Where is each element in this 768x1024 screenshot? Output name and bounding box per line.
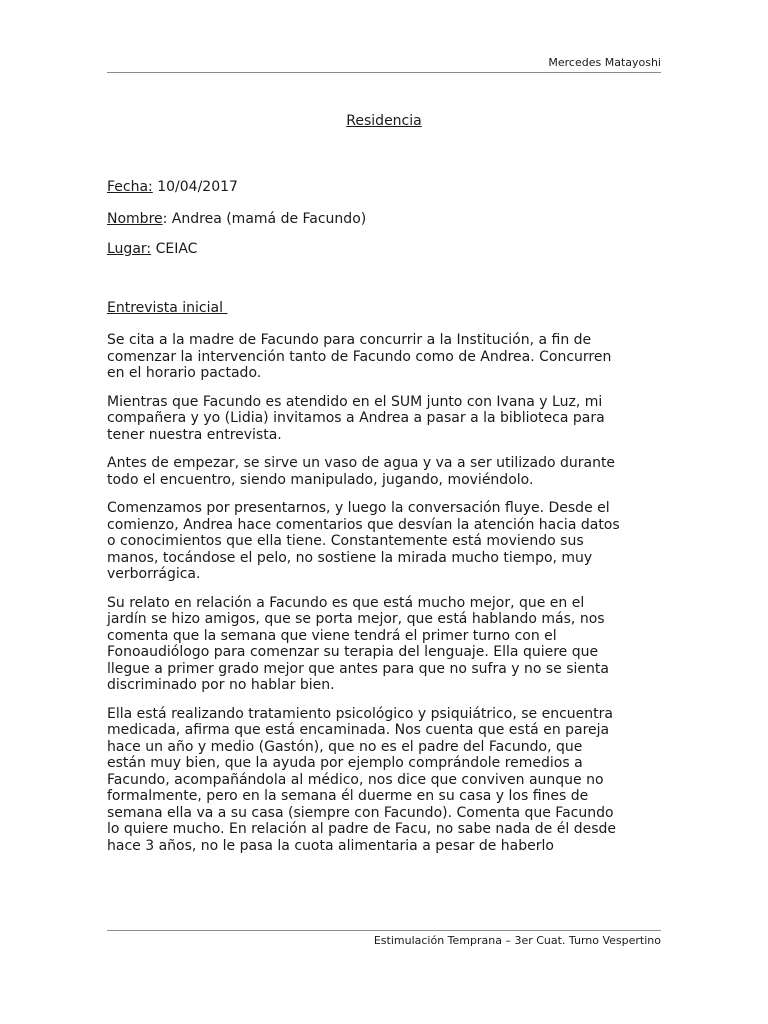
text-line: o conocimientos que ella tiene. Constantemente está moviendo sus	[107, 533, 584, 549]
fecha-value: 10/04/2017	[152, 179, 238, 195]
paragraph	[107, 706, 661, 855]
nombre-value: : Andrea (mamá de Facundo)	[162, 211, 367, 227]
body-text	[107, 332, 661, 866]
nombre-label: Nombre	[107, 211, 163, 227]
text-line: discriminado por no hablar bien.	[107, 677, 335, 693]
header-divider	[107, 72, 661, 73]
text-line: verborrágica.	[107, 566, 201, 582]
text-line: todo el encuentro, siendo manipulado, jugando, moviéndolo.	[107, 471, 534, 488]
text-line: Antes de empezar, se sirve un vaso de agua y va a ser utilizado durante	[107, 455, 616, 471]
paragraph	[107, 455, 661, 488]
text-line: comenzar la intervención tanto de Facundo como de Andrea. Concurren	[107, 348, 612, 365]
page-header	[107, 56, 661, 70]
paragraph	[107, 332, 661, 382]
text-line: hace 3 años, no le pasa la cuota alimentaria a pesar de haberlo	[107, 837, 554, 854]
text-line: tener nuestra entrevista.	[107, 426, 282, 443]
paragraph	[107, 500, 661, 583]
text-line: compañera y yo (Lidia) invitamos a Andrea a pasar a la biblioteca para	[107, 410, 605, 426]
meta-lugar	[107, 240, 661, 258]
text-line: comenta que la semana que viene tendrá el primer turno con el	[107, 627, 557, 644]
footer-divider	[107, 930, 661, 931]
text-line: manos, tocándose el pelo, no sostiene la mirada mucho tiempo, muy	[107, 549, 593, 566]
lugar-label: Lugar:	[107, 241, 152, 257]
page-footer	[107, 934, 661, 948]
document-title: Residencia	[346, 113, 422, 129]
section-heading: Entrevista inicial	[107, 300, 228, 316]
text-line: Se cita a la madre de Facundo para concurrir a la Institución, a fin de	[107, 332, 592, 348]
text-line: Ella está realizando tratamiento psicológico y psiquiátrico, se encuentra	[107, 705, 613, 722]
text-line: Su relato en relación a Facundo es que está mucho mejor, que en el	[107, 594, 585, 611]
text-line: comienzo, Andrea hace comentarios que desvían la atención hacia datos	[107, 516, 620, 533]
text-line: están muy bien, que la ayuda por ejemplo comprándole remedios a	[107, 755, 583, 771]
text-line: jardín se hizo amigos, que se porta mejor, que está hablando más, nos	[107, 611, 605, 627]
meta-nombre	[107, 210, 661, 228]
paragraph	[107, 394, 661, 444]
fecha-label: Fecha:	[107, 179, 153, 195]
text-line: Facundo, acompañándola al médico, nos dice que conviven aunque no	[107, 771, 604, 788]
text-line: Mientras que Facundo es atendido en el SUM junto con Ivana y Luz, mi	[107, 393, 603, 410]
text-line: Comenzamos por presentarnos, y luego la conversación fluye. Desde el	[107, 500, 610, 516]
lugar-value: CEIAC	[151, 241, 198, 257]
text-line: medicada, afirma que está encaminada. Nos cuenta que está en pareja	[107, 722, 610, 738]
paragraph	[107, 595, 661, 694]
text-line: lo quiere mucho. En relación al padre de Facu, no sabe nada de él desde	[107, 821, 616, 837]
text-line: Fonoaudiólogo para comenzar su terapia del lenguaje. Ella quiere que	[107, 644, 599, 660]
text-line: hace un año y medio (Gastón), que no es el padre del Facundo, que	[107, 738, 583, 755]
footer-text: Estimulación Temprana – 3er Cuat. Turno Vespertino	[373, 934, 661, 947]
text-line: en el horario pactado.	[107, 365, 262, 381]
meta-fecha	[107, 178, 661, 196]
author-name: Mercedes Matayoshi	[548, 56, 661, 69]
text-line: formalmente, pero en la semana él duerme en su casa y los fines de	[107, 788, 589, 804]
text-line: llegue a primer grado mejor que antes para que no sufra y no se sienta	[107, 660, 609, 677]
text-line: semana ella va a su casa (siempre con Facundo). Comenta que Facundo	[107, 804, 614, 821]
